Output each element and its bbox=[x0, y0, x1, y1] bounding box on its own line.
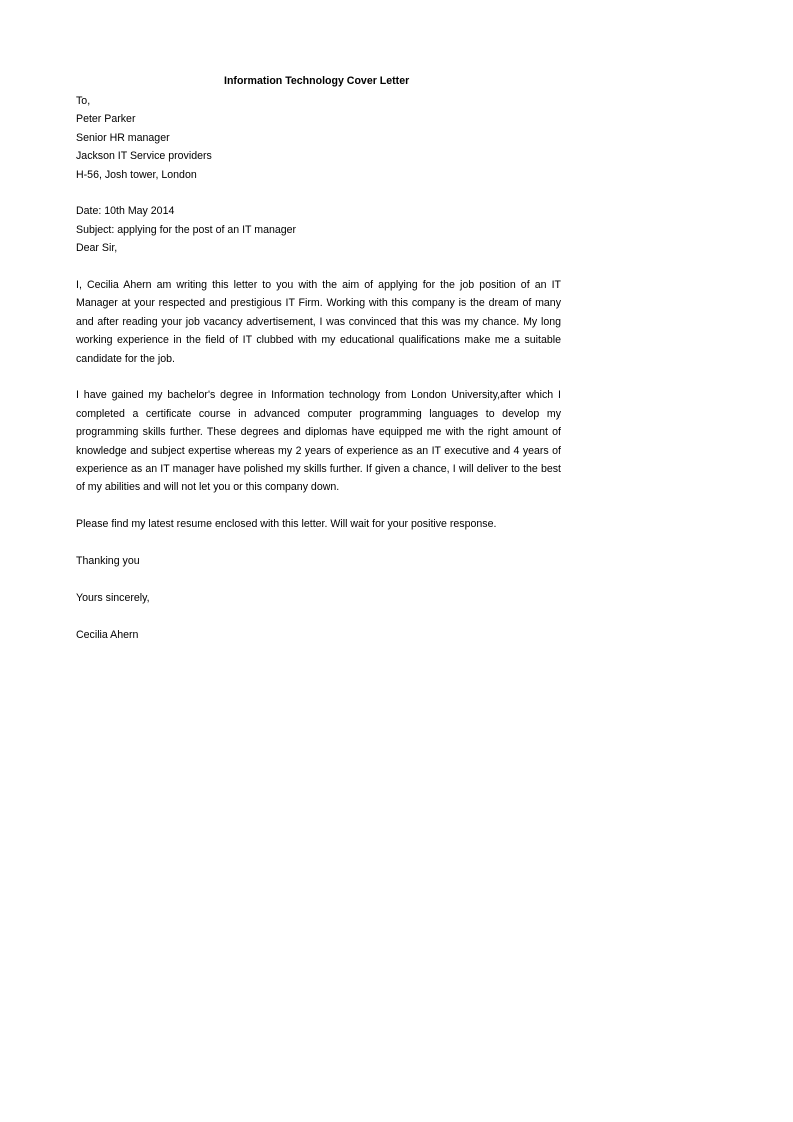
spacer bbox=[76, 184, 561, 202]
recipient-company: Jackson IT Service providers bbox=[76, 150, 212, 163]
letter-signature: Cecilia Ahern bbox=[76, 628, 139, 641]
paragraph-resume-note: Please find my latest resume enclosed with this letter. Will wait for your positive response. bbox=[76, 518, 497, 531]
letter-thanks: Thanking you bbox=[76, 555, 140, 568]
letter-date: Date: 10th May 2014 bbox=[76, 205, 175, 218]
letter-closing: Yours sincerely, bbox=[76, 591, 150, 604]
recipient-position: Senior HR manager bbox=[76, 131, 170, 144]
spacer bbox=[76, 607, 561, 625]
recipient-to: To, bbox=[76, 95, 91, 107]
paragraph-introduction: I, Cecilia Ahern am writing this letter to you with the aim of applying for the job position of an IT Manager at your respected and prestigious IT Firm. Working with this company is the dream of many and after reading your job vacancy advertisement, I was convinced that this was my chance. My long working experience in the field of IT clubbed with my educational qualifications make me a suitable candidate for the job. bbox=[76, 279, 561, 365]
recipient-name: Peter Parker bbox=[76, 113, 136, 126]
letter-body bbox=[76, 92, 561, 644]
recipient-address: H-56, Josh tower, London bbox=[76, 168, 197, 181]
spacer bbox=[76, 497, 561, 515]
paragraph-qualifications: I have gained my bachelor's degree in Information technology from London University,after which I completed a certificate course in advanced computer programming languages to develop my programming skills further. These degrees and diplomas have equipped me with the right amount of knowledge and subject expertise whereas my 2 years of experience as an IT executive and 4 years of experience as an IT manager have polished my skills further. If given a chance, I will deliver to the best of my abilities and will not let you or this company down. bbox=[76, 389, 561, 494]
letter-title: Information Technology Cover Letter bbox=[224, 75, 410, 87]
spacer bbox=[76, 534, 561, 552]
letter-subject: Subject: applying for the post of an IT manager bbox=[76, 223, 297, 236]
spacer bbox=[76, 570, 561, 588]
spacer bbox=[76, 368, 561, 386]
letter-salutation: Dear Sir, bbox=[76, 242, 118, 255]
spacer bbox=[76, 258, 561, 276]
